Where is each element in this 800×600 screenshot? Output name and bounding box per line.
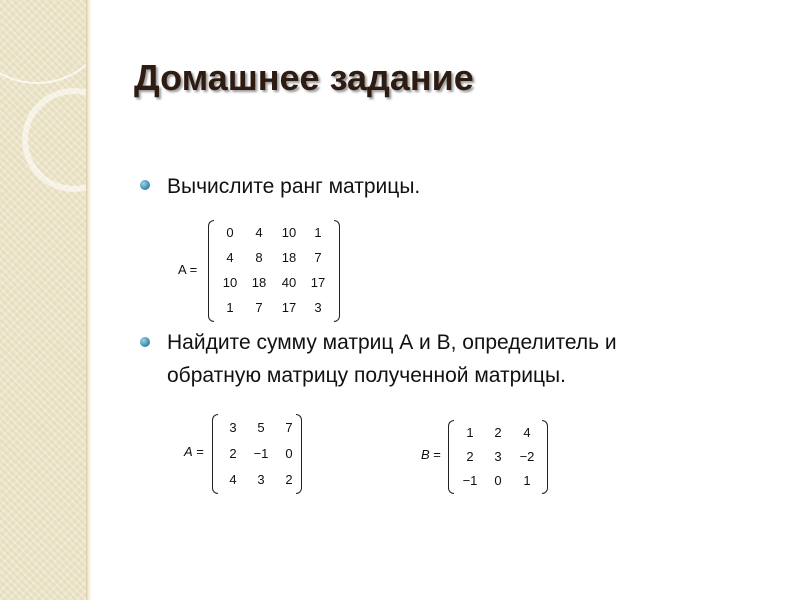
matrix-a xyxy=(212,414,302,494)
matrix-cell: 8 xyxy=(255,250,263,265)
matrix-rank xyxy=(208,220,340,322)
matrix-row xyxy=(456,468,542,492)
matrix-cell: 0 xyxy=(285,445,293,461)
sidebar-edge xyxy=(86,0,92,600)
matrix-row xyxy=(216,245,332,270)
matrix-cell: 17 xyxy=(310,275,326,290)
matrix-cell: 0 xyxy=(226,225,234,240)
matrix-cell: 3 xyxy=(314,300,322,315)
matrix-rank-label: A = xyxy=(178,262,198,277)
matrix-b-label: B = xyxy=(421,447,441,462)
matrix-row xyxy=(216,270,332,295)
matrix-row xyxy=(220,466,302,492)
matrix-a-label: A = xyxy=(184,444,204,459)
matrix-cell: 4 xyxy=(255,225,263,240)
matrix-cell: 40 xyxy=(281,275,297,290)
bullet-icon xyxy=(140,180,150,190)
matrix-cell: 17 xyxy=(281,300,297,315)
matrix-cell: 10 xyxy=(281,225,297,240)
task-sum-text xyxy=(167,326,617,392)
matrix-row xyxy=(220,414,302,440)
task-rank-text: Вычислите ранг матрицы. xyxy=(167,175,421,198)
matrix-cell: 2 xyxy=(494,424,502,440)
matrix-cell: 0 xyxy=(494,472,502,488)
matrix-cell: 18 xyxy=(251,275,267,290)
matrix-cell: 18 xyxy=(281,250,297,265)
matrix-cell: 3 xyxy=(494,448,502,464)
matrix-cell: 2 xyxy=(466,448,474,464)
matrix-b-table xyxy=(456,420,542,492)
matrix-cell: −1 xyxy=(253,445,269,461)
matrix-cell: 3 xyxy=(229,419,237,435)
matrix-row xyxy=(220,440,302,466)
matrix-cell: 4 xyxy=(229,471,237,487)
matrix-cell: 1 xyxy=(226,300,234,315)
matrix-cell: 2 xyxy=(285,471,293,487)
matrix-cell: 1 xyxy=(466,424,474,440)
matrix-row xyxy=(456,420,542,444)
decorative-circle-small xyxy=(22,88,86,192)
slide-title: Домашнее задание xyxy=(134,57,474,98)
matrix-row xyxy=(456,444,542,468)
matrix-row xyxy=(216,295,332,320)
bullet-icon xyxy=(140,337,150,347)
matrix-cell: 3 xyxy=(257,471,265,487)
decorative-circle-large xyxy=(0,0,86,84)
matrix-b xyxy=(448,420,548,494)
decorative-sidebar xyxy=(0,0,86,600)
matrix-cell: 10 xyxy=(222,275,238,290)
task-sum-line-2: обратную матрицу полученной матрицы. xyxy=(167,364,566,387)
matrix-cell: −1 xyxy=(462,472,478,488)
matrix-cell: 2 xyxy=(229,445,237,461)
matrix-cell: 7 xyxy=(255,300,263,315)
matrix-cell: 7 xyxy=(285,419,293,435)
matrix-cell: 7 xyxy=(314,250,322,265)
matrix-cell: 1 xyxy=(314,225,322,240)
matrix-cell: 5 xyxy=(257,419,265,435)
task-sum-line-1: Найдите сумму матриц А и В, определитель и xyxy=(167,331,617,354)
matrix-cell: −2 xyxy=(519,448,535,464)
matrix-row xyxy=(216,220,332,245)
matrix-a-table xyxy=(220,414,302,492)
matrix-cell: 1 xyxy=(523,472,531,488)
matrix-rank-table xyxy=(216,220,332,320)
matrix-cell: 4 xyxy=(523,424,531,440)
matrix-cell: 4 xyxy=(226,250,234,265)
